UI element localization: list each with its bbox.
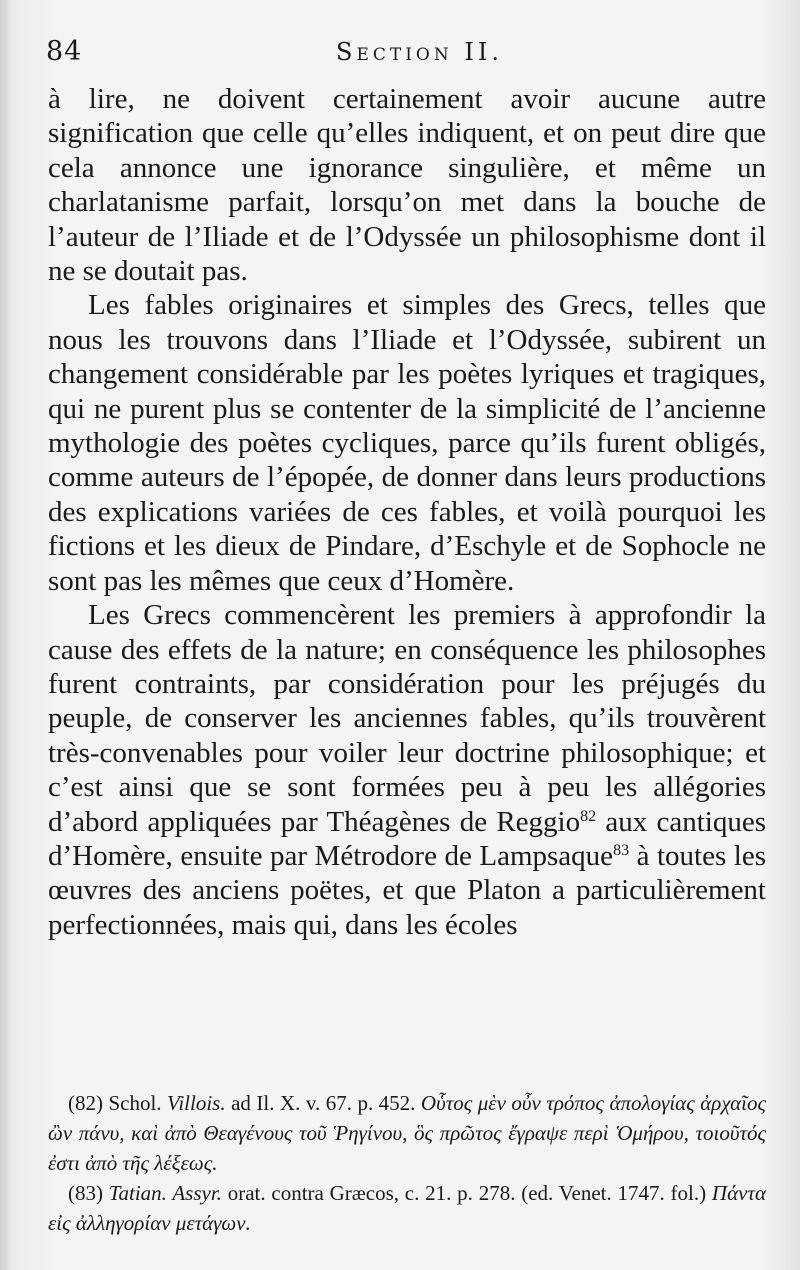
body-text [48, 82, 766, 942]
footnote-82-greek-quote: Οὗτος μὲν οὖν τρόπος ἀπολογίας ἀρχαῖος ὢν πάνυ, καὶ ἀπὸ Θεαγένους τοῦ Ῥηγίνου, ὃς πρῶτος ἔγραψε περὶ Ὁμήρου, τοιοῦτός ἐστι ἀπὸ τῆς λέξεως. [48, 1091, 766, 1175]
paragraph-3-part-2: aux cantiques d’Homère, ensuite par Métrodore de Lampsaque [48, 805, 767, 872]
paragraph-1: à lire, ne doivent certainement avoir aucune autre signification que celle qu’elles indiquent, et on peut dire que cela annonce une ignorance singulière, et même un charlatanisme parfait, lorsqu’on met dans la bouche de l’auteur de l’Iliade et de l’Odyssée un philosophisme dont il ne se doutait pas. [48, 83, 766, 288]
footnotes [48, 1088, 766, 1238]
footnote-ref-83: 83 [613, 841, 630, 859]
footnote-82-reference: ad Il. X. v. 67. p. 452. [225, 1091, 421, 1115]
paragraph-3-part-1: Les Grecs commencèrent les premiers à approfondir la cause des effets de la nature; en conséquence les philosophes furent contraints, par considération pour les préjugés du peuple, de conserver les anciennes fables, qu’ils trouvèrent très-convenables pour voiler leur doctrine philosophique; et c’est ainsi que se sont formées peu à peu les allégories d’abord appliquées par Théagènes de Reggio [48, 599, 766, 838]
footnote-82-author: Villois. [167, 1091, 226, 1115]
paragraph-3 [48, 598, 766, 942]
footnote-82-label: (82) Schol. [68, 1091, 168, 1115]
page-number: 84 [46, 36, 83, 67]
paragraph-3-part-3: à toutes les œuvres des anciens poëtes, et que Platon a particulièrement perfectionnées, mais qui, dans les écoles [48, 839, 766, 941]
running-head: Section II. [336, 38, 503, 66]
footnote-82 [48, 1088, 766, 1178]
footnote-83 [48, 1178, 766, 1238]
paragraph-2: Les fables originaires et simples des Grecs, telles que nous les trouvons dans l’Iliade et l’Odyssée, subirent un changement considérable par les poètes lyriques et tragiques, qui ne purent plus se contenter de la simplicité de l’ancienne mythologie des poètes cycliques, parce qu’ils furent obligés, comme auteurs de l’épopée, de donner dans leurs productions des explications variées de ces fables, et voilà pourquoi les fictions et les dieux de Pindare, d’Eschyle et de Sophocle ne sont pas les mêmes que ceux d’Homère. [48, 289, 766, 597]
footnote-83-label: (83) [68, 1181, 109, 1205]
footnote-ref-82: 82 [580, 807, 597, 825]
page-header [46, 36, 762, 76]
footnote-83-reference: orat. contra Græcos, c. 21. p. 278. (ed. Venet. 1747. fol.) [221, 1181, 712, 1205]
footnote-83-greek-quote: Πάντα εἰς ἀλληγορίαν μετάγων. [48, 1181, 766, 1235]
footnote-83-author: Tatian. Assyr. [108, 1181, 222, 1205]
